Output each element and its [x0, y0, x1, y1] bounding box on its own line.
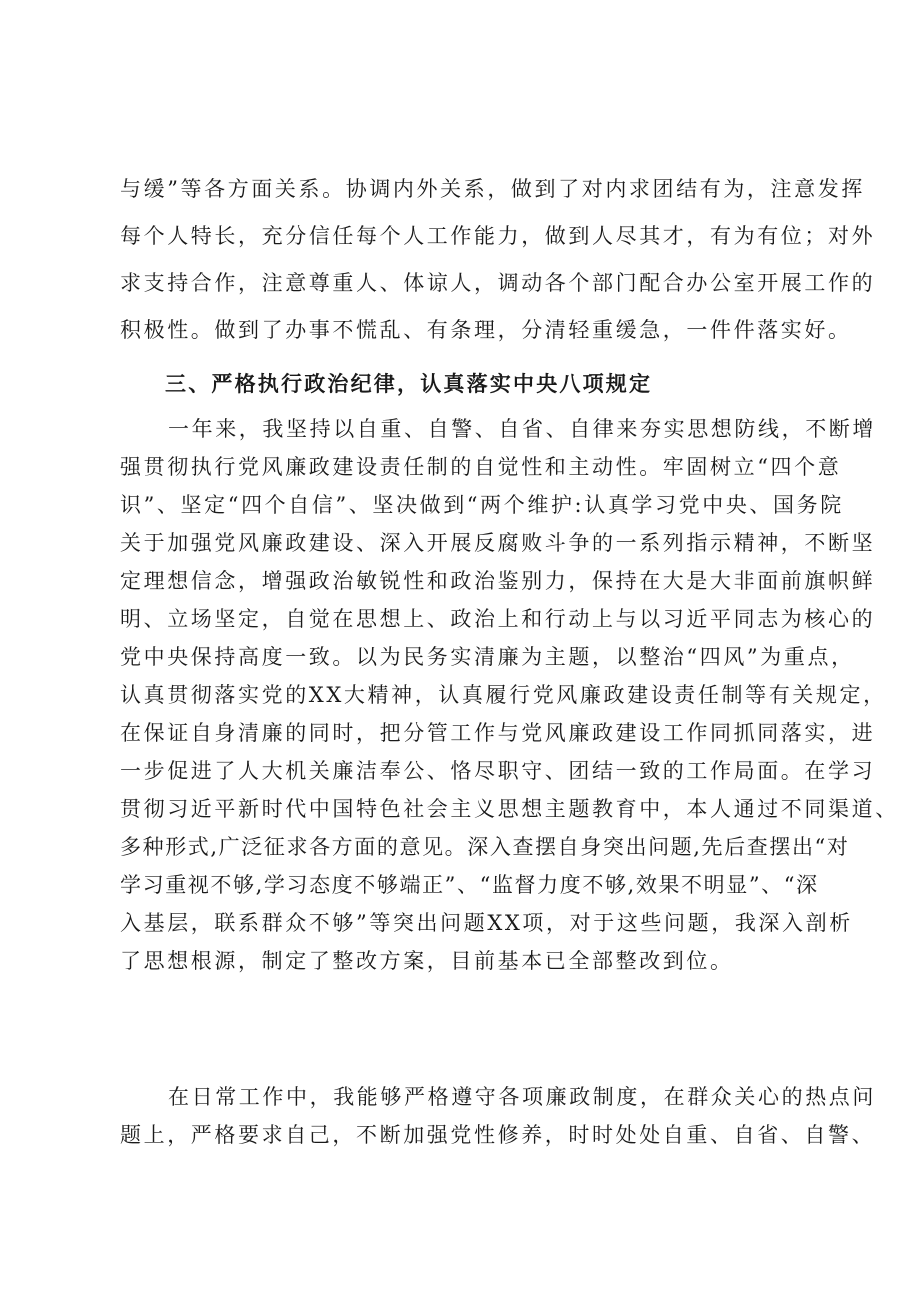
text-line: 学习重视不够,学习态度不够端正”、“监督力度不够,效果不明显”、“深: [120, 873, 819, 897]
paragraph-continuation: [120, 170, 876, 349]
text-line: 题上，严格要求自己，不断加强党性修养，时时处处自重、自省、自警、: [120, 1123, 876, 1147]
text-line: 定理想信念，增强政治敏锐性和政治鉴别力，保持在大是大非面前旗帜鲜: [120, 569, 876, 593]
text-line: 与缓”等各方面关系。协调内外关系，做到了对内求团结有为，注意发挥: [120, 177, 865, 201]
paragraph-daily-work: [120, 1078, 876, 1154]
text-line: 党中央保持高度一致。以为民务实清廉为主题，以整治“四风”为重点，: [120, 645, 855, 669]
text-line: 求支持合作，注意尊重人、体谅人，调动各个部门配合办公室开展工作的: [120, 271, 876, 295]
section-heading: 三、严格执行政治纪律，认真落实中央八项规定: [165, 371, 653, 396]
paragraph-discipline: [120, 410, 899, 980]
text-line: 多种形式,广泛征求各方面的意见。深入查摆自身突出问题,先后查摆出“对: [120, 835, 850, 859]
text-line: 认真贯彻落实党的XX大精神，认真履行党风廉政建设责任制等有关规定，: [120, 683, 887, 707]
text-line: 在日常工作中，我能够严格遵守各项廉政制度，在群众关心的热点问: [168, 1085, 876, 1109]
text-line: 每个人特长，充分信任每个人工作能力，做到人尽其才，有为有位；对外: [120, 224, 876, 248]
text-line: 一步促进了人大机关廉洁奉公、恪尽职守、团结一致的工作局面。在学习: [120, 759, 876, 783]
text-line: 积极性。做到了办事不慌乱、有条理，分清轻重缓急，一件件落实好。: [120, 318, 852, 342]
text-line: 关于加强党风廉政建设、深入开展反腐败斗争的一系列指示精神，不断坚: [120, 531, 876, 555]
text-line: 入基层，联系群众不够”等突出问题XX项，对于这些问题，我深入剖析: [120, 911, 853, 935]
text-line: 明、立场坚定，自觉在思想上、政治上和行动上与以习近平同志为核心的: [120, 607, 876, 631]
text-line: 了思想根源，制定了整改方案，目前基本已全部整改到位。: [120, 949, 734, 973]
text-line: 强贯彻执行党风廉政建设责任制的自觉性和主动性。牢固树立“四个意: [120, 455, 842, 479]
text-line: 一年来，我坚持以自重、自警、自省、自律来夯实思想防线，不断增: [168, 417, 876, 441]
text-line: 贯彻习近平新时代中国特色社会主义思想主题教育中，本人通过不同渠道、: [120, 797, 899, 821]
text-line: 识”、坚定“四个自信”、坚决做到“两个维护:认真学习党中央、国务院: [120, 493, 844, 517]
text-line: 在保证自身清廉的同时，把分管工作与党风廉政建设工作同抓同落实，进: [120, 721, 876, 745]
